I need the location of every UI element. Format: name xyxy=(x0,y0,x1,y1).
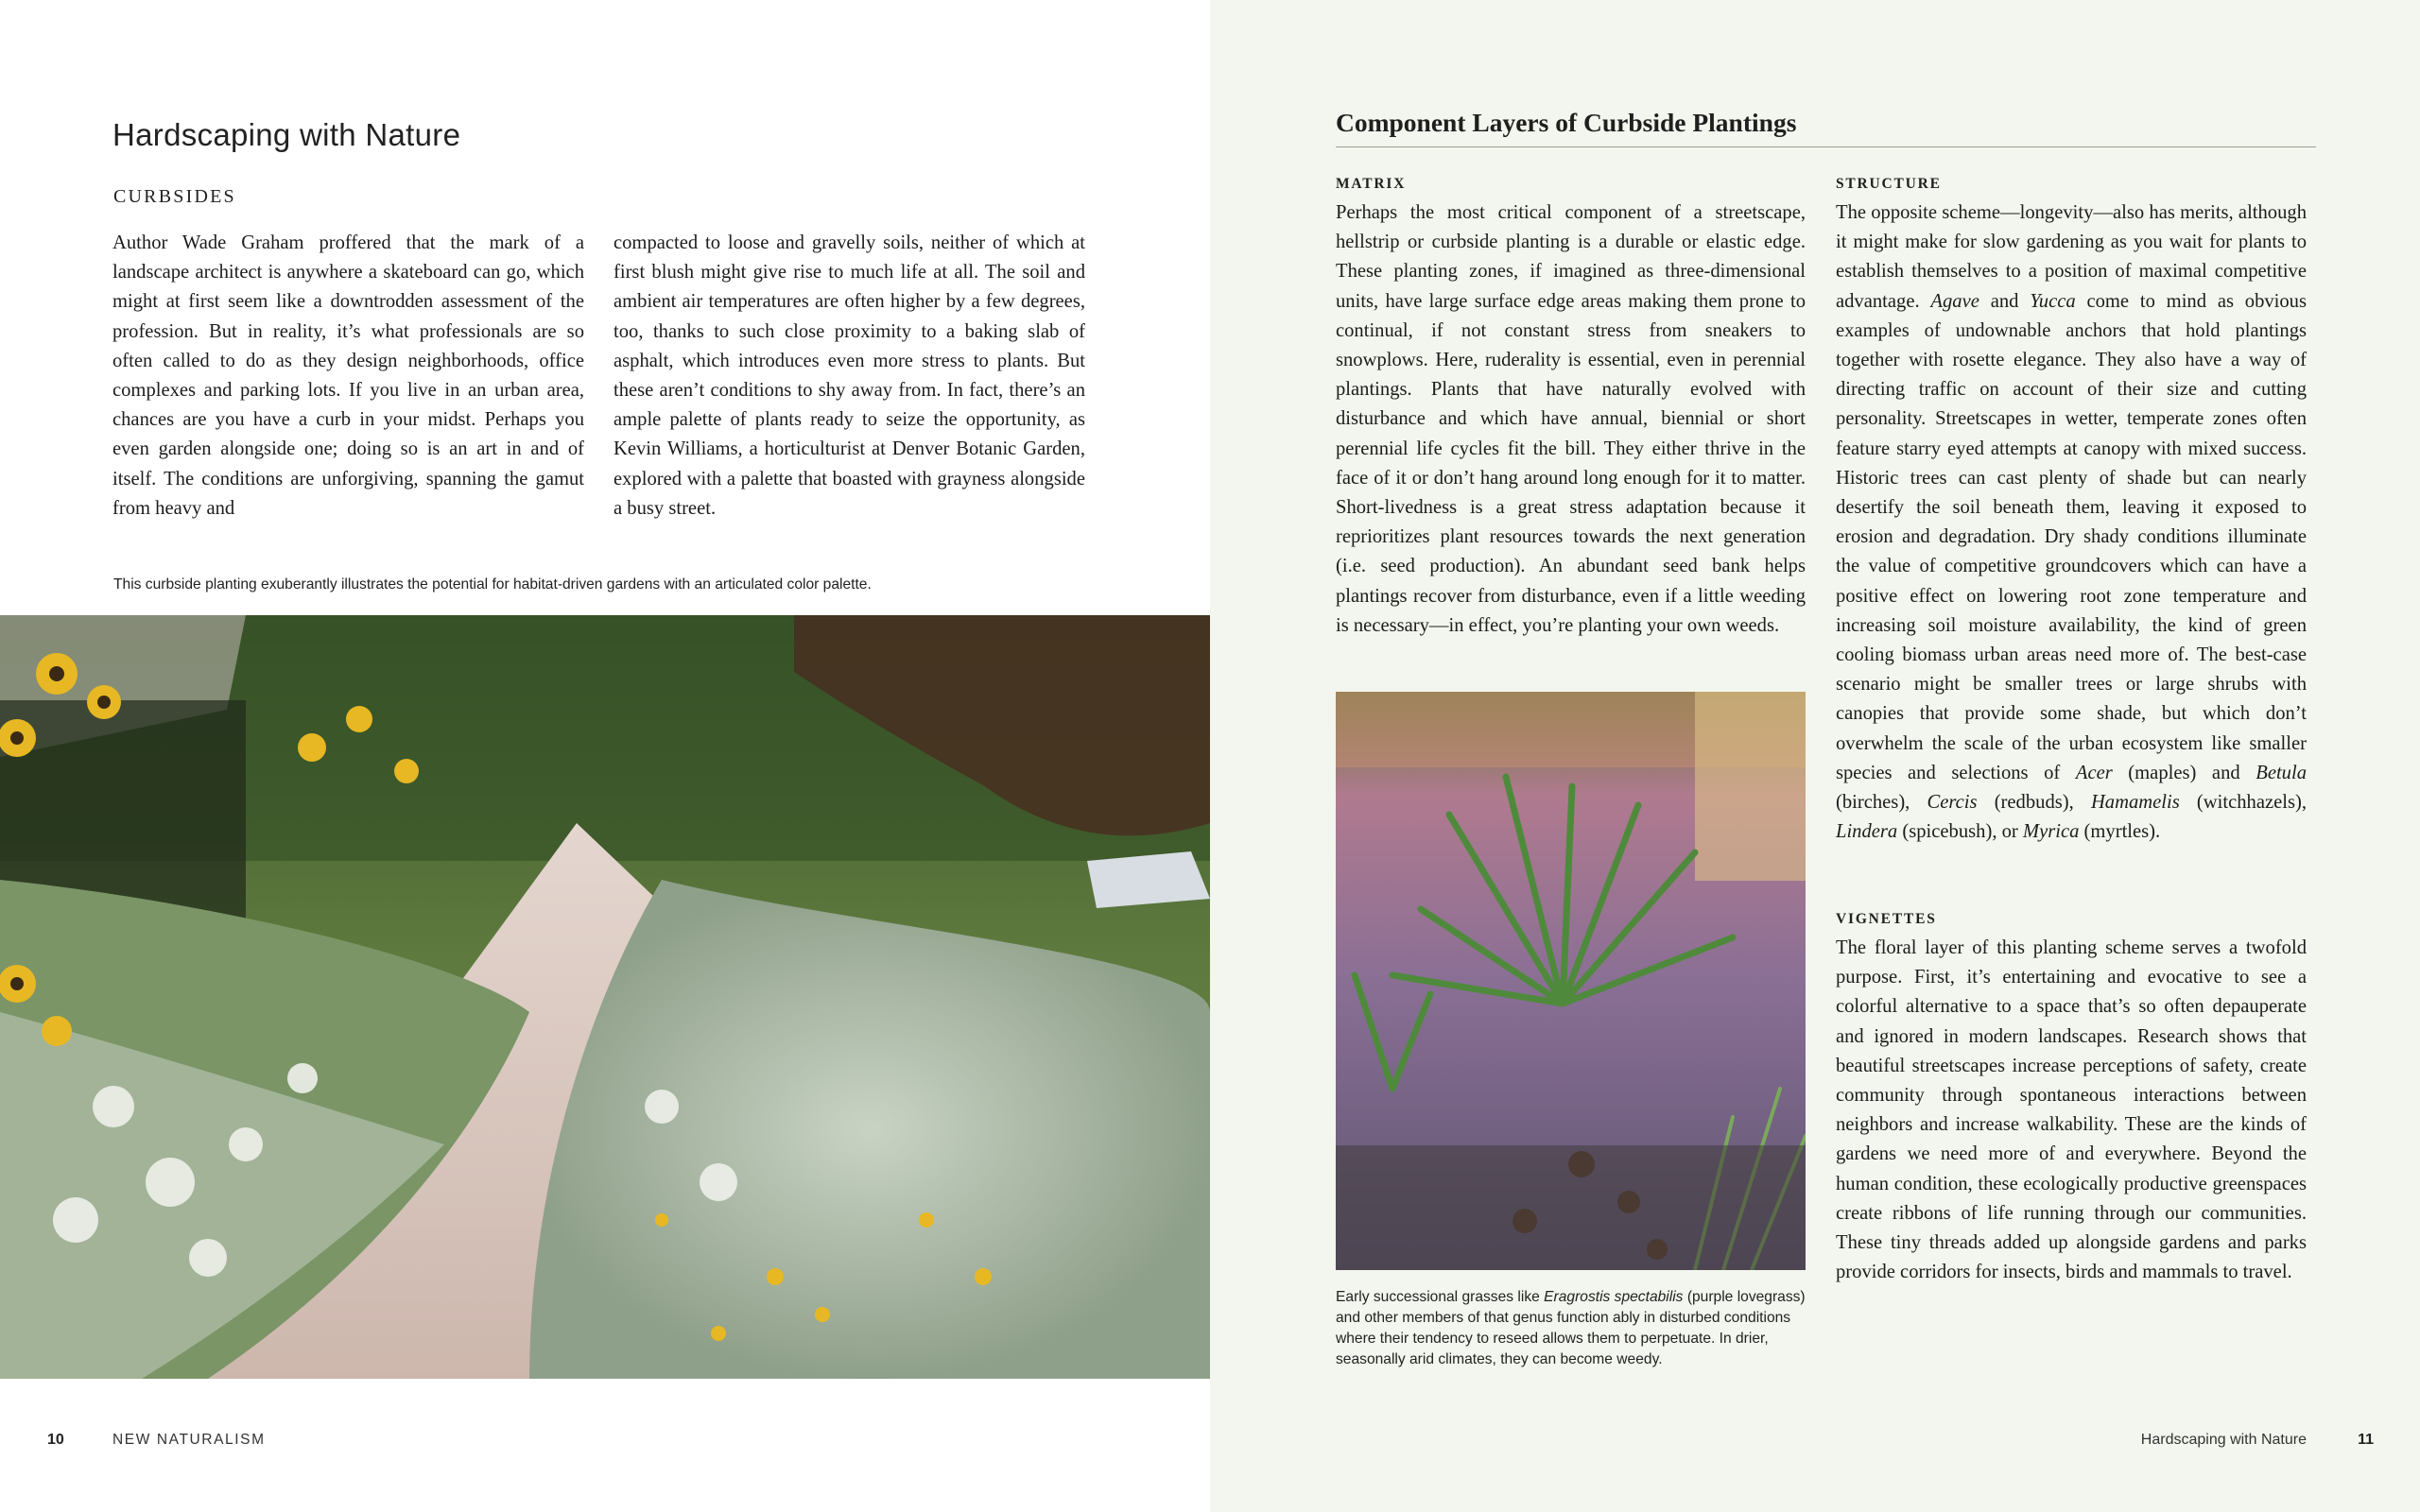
left-column-1: Author Wade Graham proffered that the mark of a landscape architect is anywhere a skateboard can go, which might at first seem like a downtrodden assessment of the profession. But in reality, it’s what professionals are so often called to do as they design neighborhoods, office complexes and parking lots. If you live in an urban area, chances are you have a curb in your midst. Perhaps you even garden alongside one; doing so is an art in and of itself. The conditions are unforgiving, spanning the gamut from heavy and xyxy=(112,232,584,519)
page-number-left: 10 xyxy=(47,1432,64,1448)
lovegrass-caption: Early successional grasses like Eragrostis spectabilis (purple lovegrass) and other members of that genus function ably in disturbed conditions where their tendency to reseed allows them to perpetuate. In drier, seasonally arid climates, they can become weedy. xyxy=(1336,1289,1806,1367)
vignettes-heading: VIGNETTES xyxy=(1836,911,1937,927)
matrix-text: Perhaps the most critical component of a streetscape, hellstrip or curbside planting is a durable or elastic edge. These planting zones, if imagined as three-dimensional units, have large surface edge areas making them prone to continual, if not constant stress from sneakers to snowplows. Here, ruderality is essential, even in perennial plantings. Plants that have naturally evolved with disturbance and which have annual, biennial or short perennial life cycles fit the bill. They either thrive in the face of it or don’t hang around long enough for it to matter. Short-livedness is a great stress adaptation because it reprioritizes plant resources towards the next generation (i.e. seed production). An abundant seed bank helps plantings recover from disturbance, even if a little weeding is necessary—in effect, you’re planting your own weeds. xyxy=(1336,202,1806,636)
title-rule xyxy=(1336,146,2316,147)
vignettes-text: The floral layer of this planting scheme serves a twofold purpose. First, it’s entertaining and evocative to see a colorful alternative to a space that’s so often depauperate and ignored in modern landscapes. Research shows that beautiful streetscapes increase perceptions of safety, create community through spontaneous interactions between neighbors and increase walkability. These are the kinds of gardens we need more of and everywhere. Beyond the human condition, these ecologically productive greenspaces create ribbons of life running through our communities. These tiny threads added up alongside gardens and parks provide corridors for insects, birds and mammals to travel. xyxy=(1836,937,2307,1283)
lovegrass-photo xyxy=(1336,692,1806,1270)
subhead-curbsides: CURBSIDES xyxy=(113,186,236,207)
right-page xyxy=(1210,0,2420,1512)
section-title: Hardscaping with Nature xyxy=(112,117,461,152)
matrix-heading: MATRIX xyxy=(1336,176,1407,192)
structure-text: The opposite scheme—longevity—also has merits, although it might make for slow gardening as you wait for plants to establish themselves to a position of maximal competitive advantage. Agave and Yucca come to mind as obvious examples of undownable anchors that hold plantings together with rosette elegance. They also have a way of directing traffic on account of their size and cutting personality. Streetscapes in wetter, temperate zones often feature starry eyed attempts at canopy with mixed success. Historic trees can cast plenty of shade but can nearly desertify the soil beneath them, leaving it exposed to erosion and degradation. Dry shady conditions illuminate the value of competitive groundcovers which can have a positive effect on lowering root zone temperature and increasing soil moisture availability, the kind of green cooling biomass urban areas need more of. The best-case scenario might be smaller trees or large shrubs with canopies that provide some shade, but which don’t overwhelm the scale of the urban ecosystem like smaller species and selections of Acer (maples) and Betula (birches), Cercis (redbuds), Hamamelis (witchhazels), Lindera (spicebush), or Myrica (myrtles). xyxy=(1836,202,2307,843)
structure-heading: STRUCTURE xyxy=(1836,176,1942,192)
running-head-right: Hardscaping with Nature xyxy=(2140,1432,2307,1448)
main-photo-caption: This curbside planting exuberantly illustrates the potential for habitat-driven gardens with an articulated color palette. xyxy=(113,576,872,593)
right-section-title: Component Layers of Curbside Plantings xyxy=(1336,108,1797,137)
running-head-left: NEW NATURALISM xyxy=(112,1432,266,1448)
page-number-right: 11 xyxy=(2358,1432,2374,1448)
left-column-2: compacted to loose and gravelly soils, neither of which at first blush might give rise to much life at all. The soil and ambient air temperatures are often higher by a few degrees, too, thanks to such close proximity to a baking slab of asphalt, which introduces even more stress to plants. But these aren’t conditions to shy away from. In fact, there’s an ample palette of plants ready to seize the opportunity, as Kevin Williams, a horticulturist at Denver Botanic Garden, explored with a palette that boasted with grayness alongside a busy street. xyxy=(614,232,1085,519)
curbside-planting-photo xyxy=(0,615,1210,1379)
